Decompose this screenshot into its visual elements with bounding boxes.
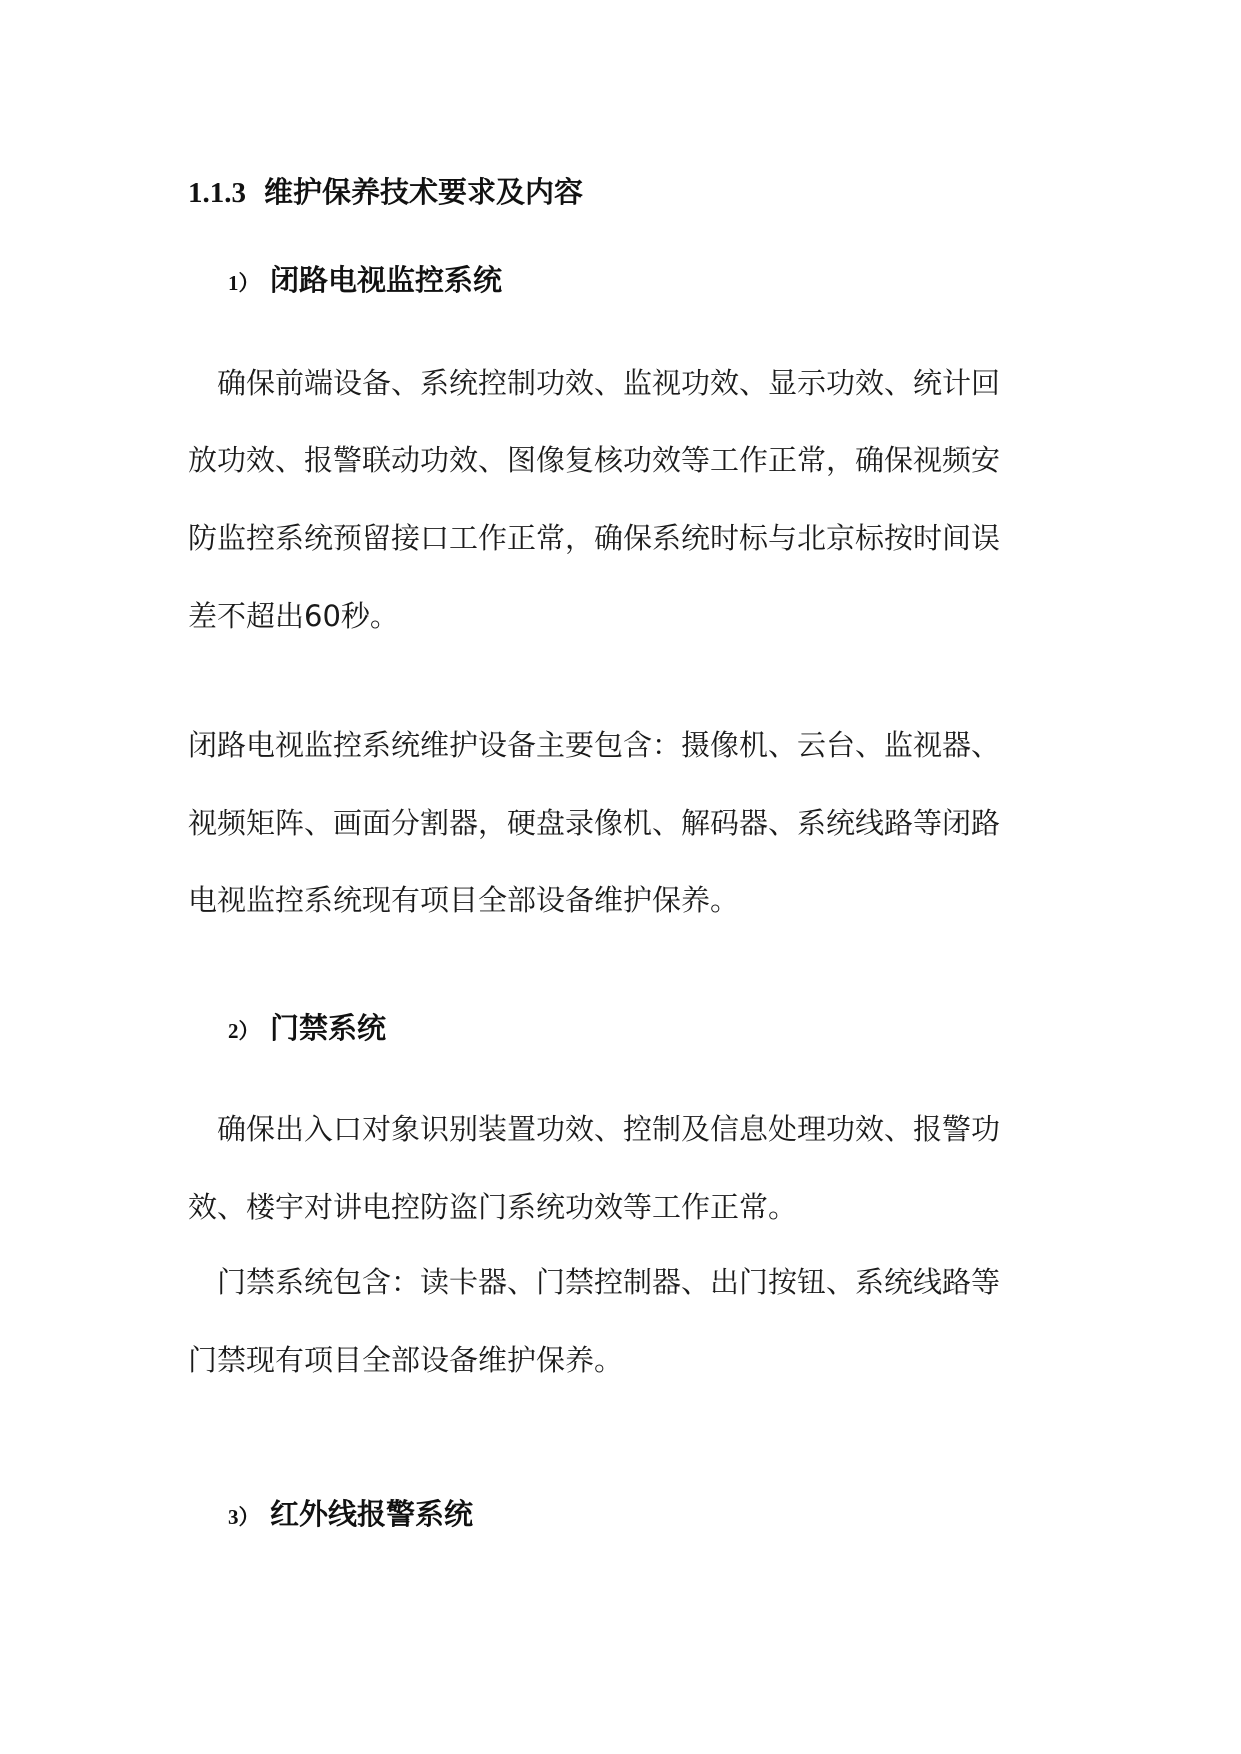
paragraph-line: 防监控系统预留接口工作正常，确保系统时标与北京标按时间误	[188, 521, 1001, 555]
paragraph-line: 差不超出60秒。	[188, 599, 399, 633]
paragraph-line: 视频矩阵、画面分割器，硬盘录像机、解码器、系统线路等闭路	[188, 806, 1001, 840]
paragraph-line: 闭路电视监控系统维护设备主要包含：摄像机、云台、监视器、	[188, 728, 1001, 762]
subsection-number: 2）	[228, 1019, 260, 1043]
paragraph-line: 门禁系统包含：读卡器、门禁控制器、出门按钮、系统线路等	[188, 1265, 1001, 1299]
section-heading	[188, 172, 583, 213]
subsection-title: 红外线报警系统	[270, 1497, 474, 1531]
subsection-title: 闭路电视监控系统	[270, 263, 503, 297]
paragraph-line: 确保出入口对象识别装置功效、控制及信息处理功效、报警功	[188, 1112, 1001, 1146]
subsection-heading-2	[228, 1008, 386, 1051]
subsection-title: 门禁系统	[270, 1011, 387, 1045]
section-title: 维护保养技术要求及内容	[264, 175, 584, 209]
subsection-number: 3）	[228, 1505, 260, 1529]
section-number: 1.1.3	[188, 177, 246, 209]
paragraph-line: 电视监控系统现有项目全部设备维护保养。	[188, 883, 740, 917]
paragraph-line: 确保前端设备、系统控制功效、监视功效、显示功效、统计回	[188, 366, 1001, 400]
paragraph-line: 门禁现有项目全部设备维护保养。	[188, 1343, 624, 1377]
paragraph-line: 放功效、报警联动功效、图像复核功效等工作正常，确保视频安	[188, 443, 1001, 477]
subsection-heading-1	[228, 260, 502, 303]
paragraph-line: 效、楼宇对讲电控防盗门系统功效等工作正常。	[188, 1190, 798, 1224]
subsection-heading-3	[228, 1494, 473, 1537]
subsection-number: 1）	[228, 271, 260, 295]
